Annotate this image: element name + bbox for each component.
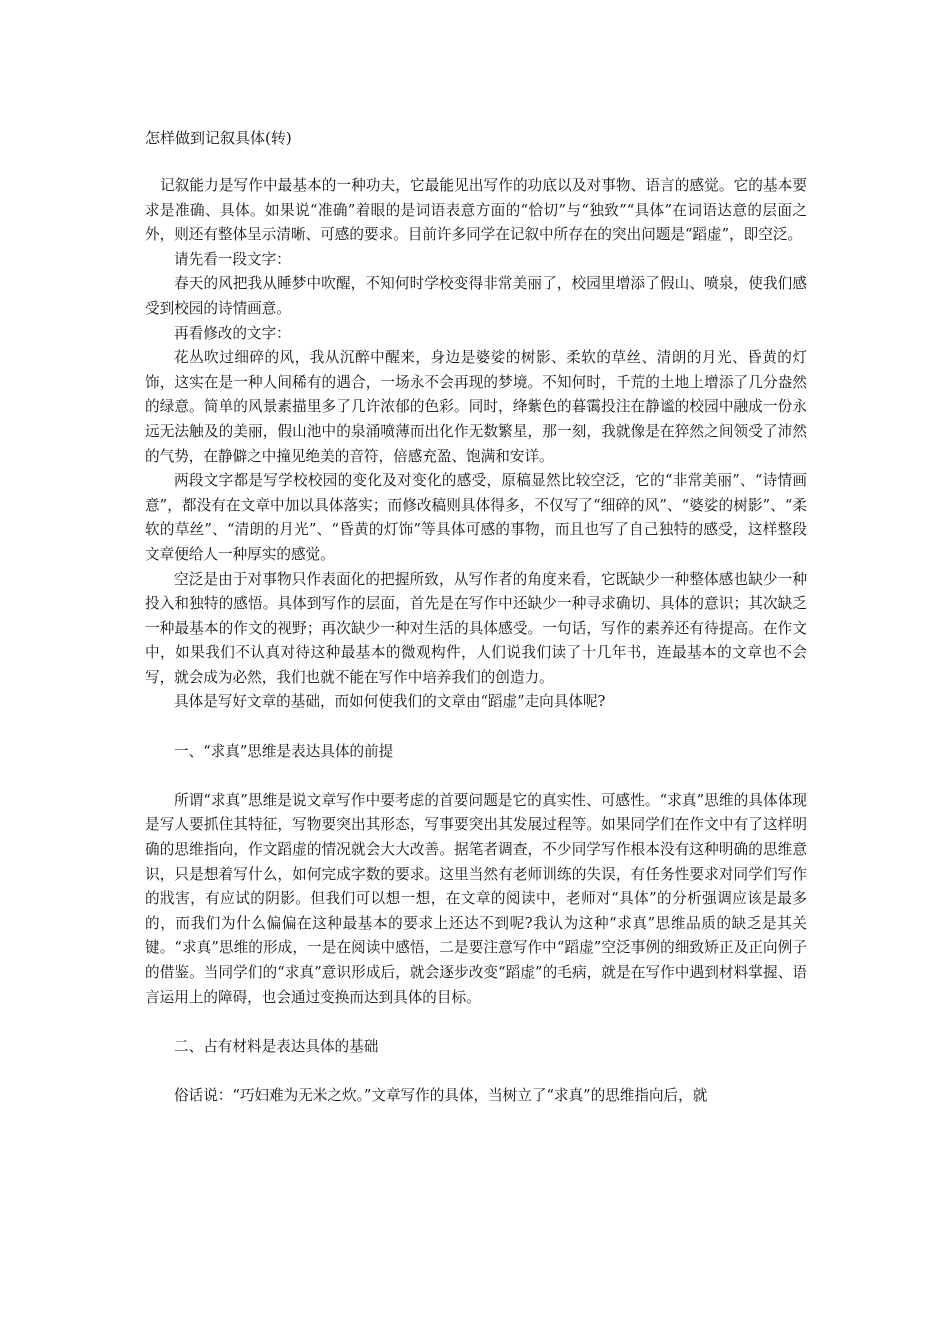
paragraph-revised-text: 花丛吹过细碎的风，我从沉醉中醒来，身边是婆娑的树影、柔软的草丝、清朗的月光、昏黄的灯饰，这实在是一种人间稀有的遇合，一场永不会再现的梦境。不知何时，千荒的土地上增添了几分盎然的绿意。简单的风景素描里多了几许浓郁的色彩。同时，绛紫色的暮霭投注在静谧的校园中融成一份永远无法触及的美丽，假山池中的泉涌喷薄而出化作无数繁星，那一刻，我就像是在猝然之间领受了沛然的气势，在静僻之中撞见绝美的音符，倍感充盈、饱满和安详。: [145, 349, 807, 465]
document-title: 怎样做到记叙具体(转): [145, 129, 292, 147]
section-2-text: 俗话说：“巧妇难为无米之炊。”文章写作的具体，当树立了“求真”的思维指向后，就: [174, 1086, 708, 1104]
spacer: [145, 715, 807, 740]
section-1-text: 所谓“求真”思维是说文章写作中要考虑的首要问题是它的真实性、可感性。“求真”思维的具体体现是写人要抓住其特征，写物要突出其形态，写事要突出其发展过程等。如果同学们在作文中有了这样明确的思维指向，作文蹈虚的情况就会大大改善。据笔者调查，不少同学写作根本没有这种明确的思维意识，只是想着写什么，如何完成字数的要求。这里当然有老师训练的失误，有任务性要求对同学们写作的戕害，有应试的阴影。但我们可以想一想，在文章的阅读中，老师对“具体”的分析强调应该是最多的，而我们为什么偏偏在这种最基本的要求上还达不到呢?我认为这种“求真”思维品质的缺乏是其关键。“求真”思维的形成，一是在阅读中感悟，二是要注意写作中“蹈虚”空泛事例的细致矫正及正向例子的借鉴。当同学们的“求真”意识形成后，就会逐步改变“蹈虚”的毛病，就是在写作中遇到材料掌握、语言运用上的障碍，也会通过变换而达到具体的目标。: [145, 791, 807, 1006]
section-1-heading: 一、“求真”思维是表达具体的前提: [174, 742, 394, 760]
paragraph-original-text: 春天的风把我从睡梦中吹醒，不知何时学校变得非常美丽了，校园里增添了假山、喷泉，使我们感受到校园的诗情画意。: [145, 275, 807, 317]
spacer: [145, 1059, 807, 1084]
spacer: [145, 764, 807, 789]
document-body: [145, 174, 807, 1109]
paragraph-prompt-revised: 再看修改的文字：: [174, 324, 291, 342]
paragraph-analysis: 空泛是由于对事物只作表面化的把握所致，从写作者的角度来看，它既缺少一种整体感也缺少一种投入和独特的感悟。具体到写作的层面，首先是在写作中还缺少一种寻求确切、具体的意识；其次缺乏一种最基本的作文的视野；再次缺少一种对生活的具体感受。一句话，写作的素养还有待提高。在作文中，如果我们不认真对待这种最基本的微观构件，人们说我们读了十几年书，连最基本的文章也不会写，就会成为必然，我们也就不能在写作中培养我们的创造力。: [145, 570, 807, 686]
intro-paragraph: 记叙能力是写作中最基本的一种功夫，它最能见出写作的功底以及对事物、语言的感觉。它的基本要求是准确、具体。如果说“准确”着眼的是词语表意方面的“恰切”与“独致”“具体”在词语达意的层面之外，则还有整体呈示清晰、可感的要求。目前许多同学在记叙中所存在的突出问题是“蹈虚”，即空泛。: [145, 177, 807, 244]
spacer: [145, 1010, 807, 1035]
paragraph-prompt-original: 请先看一段文字：: [174, 250, 291, 268]
paragraph-question: 具体是写好文章的基础，而如何使我们的文章由“蹈虚”走向具体呢?: [174, 693, 606, 711]
paragraph-comparison: 两段文字都是写学校校园的变化及对变化的感受，原稿显然比较空泛，它的“非常美丽”、“诗情画意”，都没有在文章中加以具体落实；而修改稿则具体得多，不仅写了“细碎的风”、“婆娑的树影”、“柔软的草丝”、“清朗的月光”、“昏黄的灯饰”等具体可感的事物，而且也写了自己独特的感受，这样整段文章便给人一种厚实的感觉。: [145, 472, 807, 563]
section-2-heading: 二、占有材料是表达具体的基础: [174, 1037, 379, 1055]
